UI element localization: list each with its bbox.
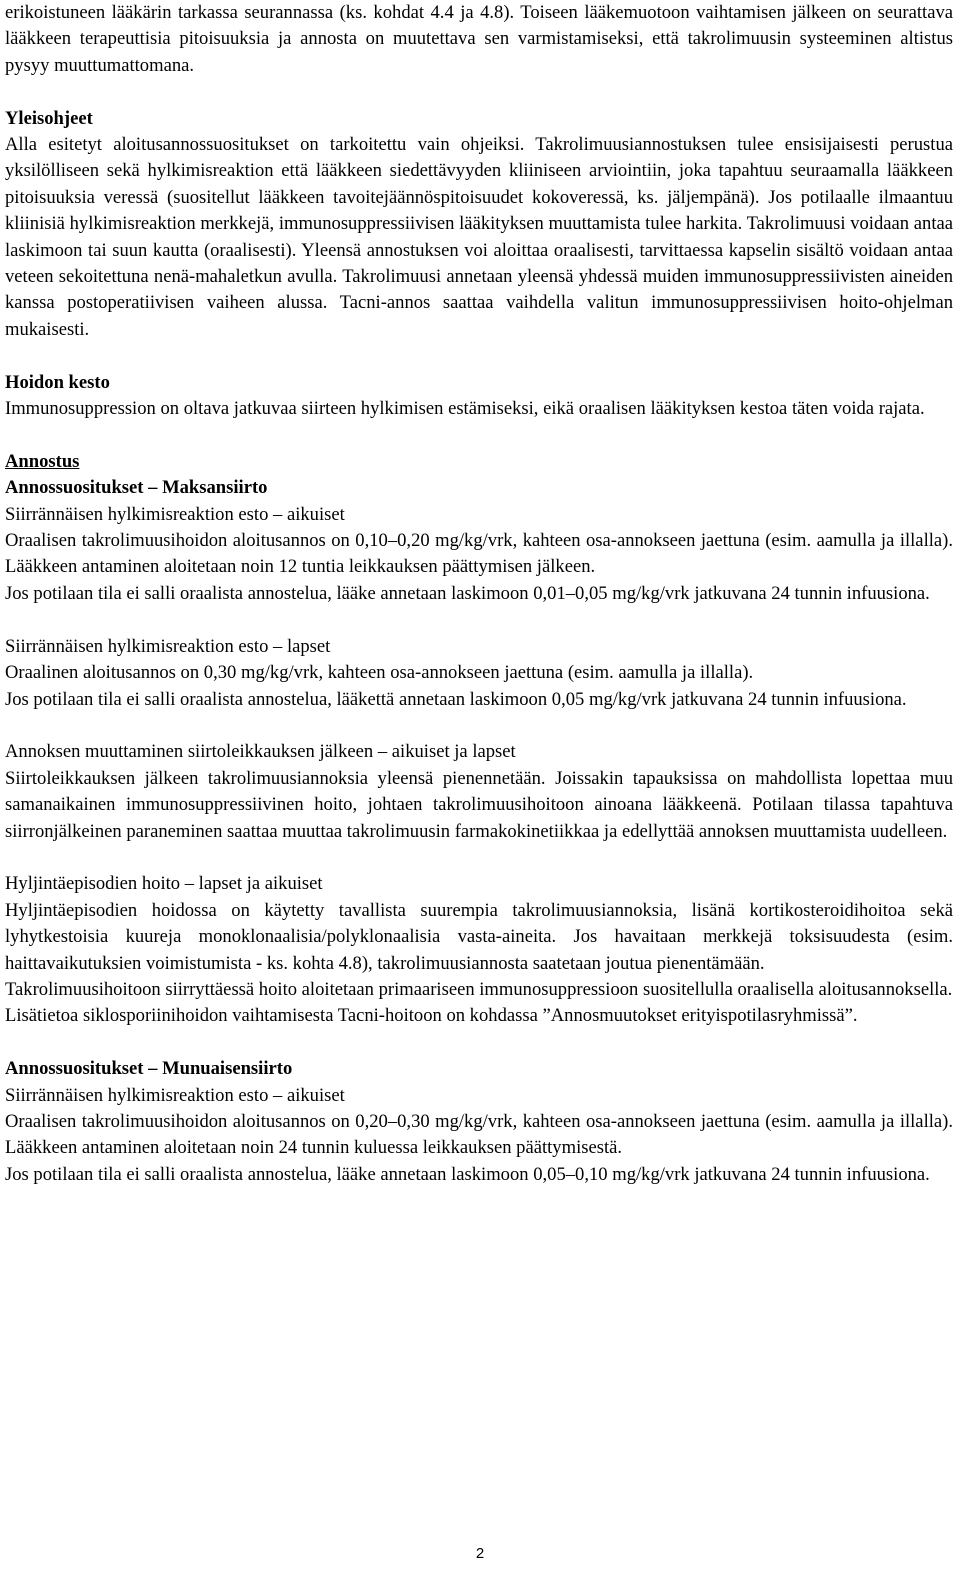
maksa-aikuiset-paragraph-2: Jos potilaan tila ei salli oraalista annostelua, lääke annetaan laskimoon 0,01–0,05 mg/kg/vrk jatkuvana 24 tunnin infuusiona. xyxy=(5,582,930,604)
spacer xyxy=(5,845,953,871)
document-page xyxy=(5,0,953,1188)
section-heading-yleisohjeet: Yleisohjeet xyxy=(5,107,93,129)
subheading-maksa-aikuiset: Siirrännäisen hylkimisreaktion esto – aikuiset xyxy=(5,503,345,525)
section-heading-annostus: Annostus xyxy=(5,450,80,472)
subsection-heading-maksansiirto: Annossuositukset – Maksansiirto xyxy=(5,477,268,499)
subheading-hyljintaepisodit: Hyljintäepisodien hoito – lapset ja aikuiset xyxy=(5,873,323,895)
subheading-munuainen-aikuiset: Siirrännäisen hylkimisreaktion esto – aikuiset xyxy=(5,1084,345,1106)
maksa-lapset-paragraph-2: Jos potilaan tila ei salli oraalista annostelua, lääkettä annetaan laskimoon 0,05 mg/kg/vrk jatkuvana 24 tunnin infuusiona. xyxy=(5,688,907,710)
yleisohjeet-paragraph: Alla esitetyt aloitusannossuositukset on tarkoitettu vain ohjeiksi. Takrolimuusiannostuksen tulee ensisijaisesti perustua yksilölliseen sekä hylkimisreaktion että lääkkeen siedettävyyden kliiniseen arviointiin, joka tapahtuu seuraamalla lääkkeen pitoisuuksia veressä (suositellut lääkkeen tavoitejäännöspitoisuudet kokoveressä, ks. jäljempänä). Jos potilaalle ilmaantuu kliinisiä hylkimisreaktion merkkejä, immunosuppressiivisen lääkityksen muuttamista tulee harkita. Takrolimuusi voidaan antaa laskimoon tai suun kautta (oraalisesti). Yleensä annostuksen voi aloittaa oraalisesti, tarvittaessa kapselin sisältö voidaan antaa veteen sekoitettuna nenä-mahaletkun avulla. Takrolimuusi annetaan yleensä yhdessä muiden immunosuppressiivisten aineiden kanssa postoperatiivisen vaiheen alussa. Tacni-annos saattaa vaihdella valitun immunosuppressiivisen hoito-ohjelman mukaisesti. xyxy=(5,134,953,340)
intro-paragraph: erikoistuneen lääkärin tarkassa seurannassa (ks. kohdat 4.4 ja 4.8). Toiseen lääkemuotoon vaihtamisen jälkeen on seurattava lääkkeen terapeuttisia pitoisuuksia ja annosta on muutettava sen varmistamiseksi, että takrolimuusin systeeminen altistus pysyy muuttumattomana. xyxy=(5,2,953,76)
munuainen-aikuiset-paragraph-1: Oraalisen takrolimuusihoidon aloitusannos on 0,20–0,30 mg/kg/vrk, kahteen osa-annokseen jaettuna (esim. aamulla ja illalla). Lääkkeen antaminen aloitetaan noin 24 tunnin kuluessa leikkauksen päättymisestä. xyxy=(5,1110,953,1159)
maksa-aikuiset-paragraph-1: Oraalisen takrolimuusihoidon aloitusannos on 0,10–0,20 mg/kg/vrk, kahteen osa-annokseen jaettuna (esim. aamulla ja illalla). Lääkkeen antaminen aloitetaan noin 12 tuntia leikkauksen päättymisen jälkeen. xyxy=(5,530,953,578)
spacer xyxy=(5,79,953,105)
spacer xyxy=(5,1030,953,1056)
subheading-annoksen-muuttaminen: Annoksen muuttaminen siirtoleikkauksen jälkeen – aikuiset ja lapset xyxy=(5,741,516,763)
spacer xyxy=(5,422,953,448)
spacer xyxy=(5,607,953,633)
spacer xyxy=(5,713,953,739)
maksa-lapset-paragraph-1: Oraalinen aloitusannos on 0,30 mg/kg/vrk, kahteen osa-annokseen jaettuna (esim. aamulla ja illalla). xyxy=(5,662,754,684)
subsection-heading-munuaisensiirto: Annossuositukset – Munuaisensiirto xyxy=(5,1058,293,1080)
hoidon-kesto-paragraph: Immunosuppression on oltava jatkuvaa siirteen hylkimisen estämiseksi, eikä oraalisen lääkityksen kestoa täten voida rajata. xyxy=(5,398,925,420)
munuainen-aikuiset-paragraph-2: Jos potilaan tila ei salli oraalista annostelua, lääke annetaan laskimoon 0,05–0,10 mg/kg/vrk jatkuvana 24 tunnin infuusiona. xyxy=(5,1163,930,1185)
subheading-maksa-lapset: Siirrännäisen hylkimisreaktion esto – lapset xyxy=(5,635,331,657)
spacer xyxy=(5,343,953,369)
hyljinta-paragraph-1: Hyljintäepisodien hoidossa on käytetty tavallista suurempia takrolimuusiannoksia, lisänä kortikosteroidihoitoa sekä lyhytkestoisia kuureja monoklonaalisia/polyklonaalisia vasta-aineita. Jos havaitaan merkkejä toksisuudesta (esim. haittavaikutuksien voimistumista - ks. kohta 4.8), takrolimuusiannosta saatetaan joutua pienentämään. xyxy=(5,899,953,974)
page-number: 2 xyxy=(475,1545,485,1562)
annoksen-muuttaminen-paragraph: Siirtoleikkauksen jälkeen takrolimuusiannoksia yleensä pienennetään. Joissakin tapauksissa on mahdollista lopettaa muu samanaikainen immunosuppressiivinen hoito, johtaen takrolimuusihoitoon ainoana lääkkeenä. Potilaan tilassa tapahtuva siirronjälkeinen paraneminen saattaa muuttaa takrolimuusin farmakokinetiikkaa ja edellyttää annoksen muuttamista uudelleen. xyxy=(5,767,953,842)
section-heading-hoidon-kesto: Hoidon kesto xyxy=(5,371,110,393)
hyljinta-paragraph-2: Takrolimuusihoitoon siirryttäessä hoito aloitetaan primaariseen immunosuppressioon suositellulla oraalisella aloitusannoksella. xyxy=(5,978,953,1000)
hyljinta-paragraph-3: Lisätietoa siklosporiinihoidon vaihtamisesta Tacni-hoitoon on kohdassa ”Annosmuutokset erityispotilasryhmissä”. xyxy=(5,1005,858,1027)
